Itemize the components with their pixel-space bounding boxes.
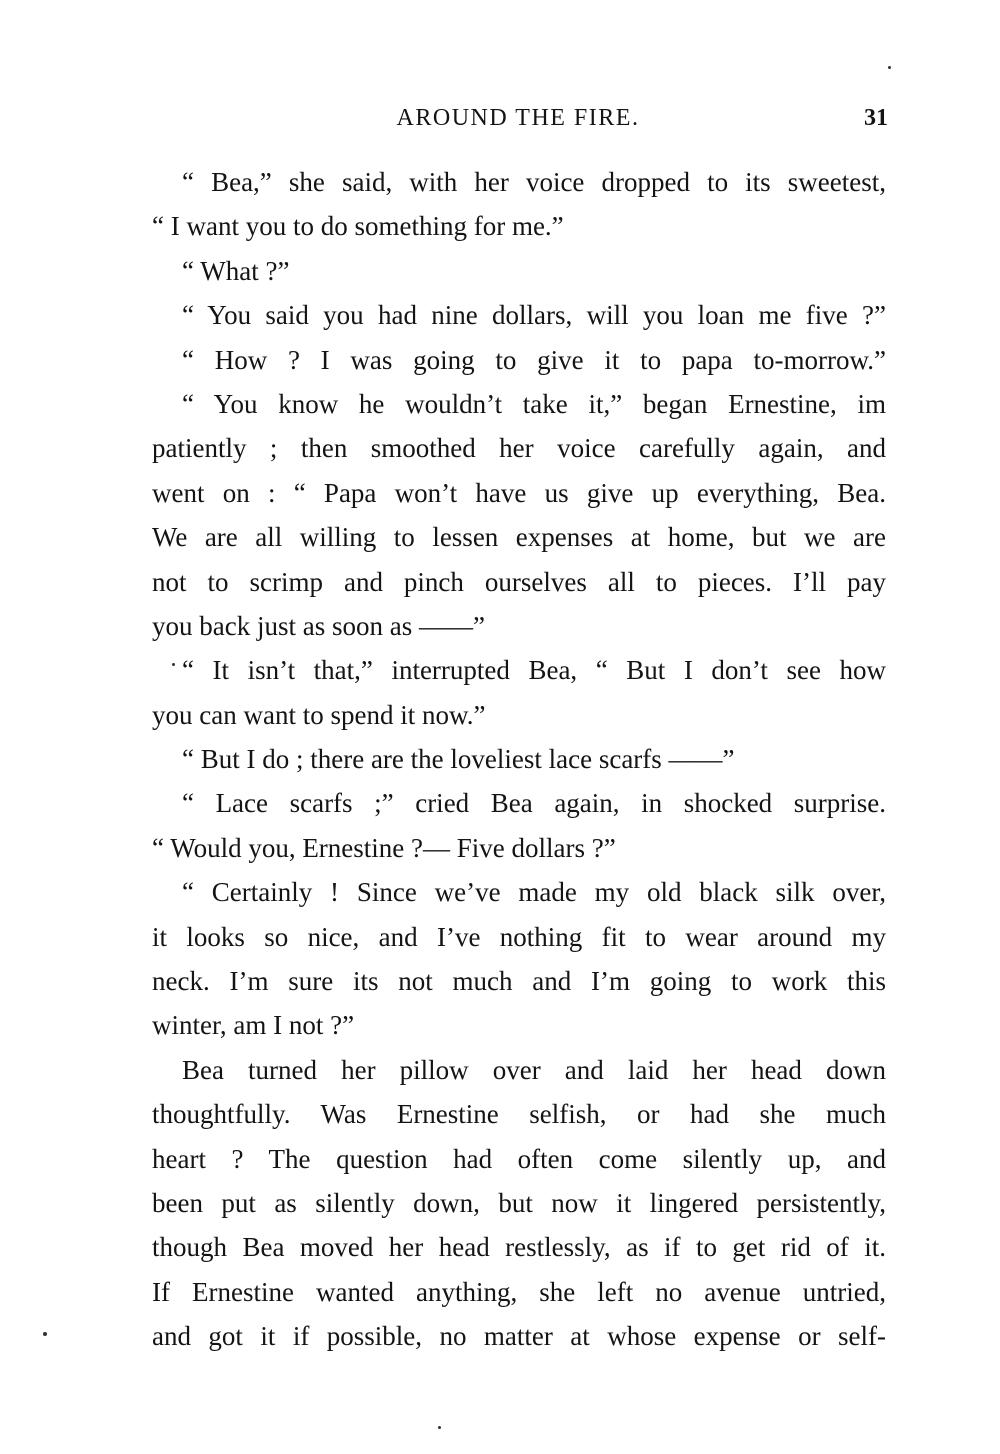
text-line: you back just as soon as ——” [152,610,485,641]
page-number: 31 [864,105,888,131]
scan-speck [888,66,891,69]
text-line: and got it if possible, no matter at whose expense or self- [152,1321,886,1352]
text-line: thoughtfully. Was Ernestine selfish, or had she much [152,1099,886,1130]
text-line: winter, am I not ?” [152,1010,355,1041]
text-line: “ You know he wouldn’t take it,” began Ernestine, im [182,388,886,419]
text-line: you can want to spend it now.” [152,699,486,730]
running-head [150,100,886,136]
text-line: “ Would you, Ernestine ?— Five dollars ?” [152,832,616,863]
scan-speck [438,1426,441,1429]
text-line: “ Bea,” she said, with her voice dropped to its sweetest, [182,167,886,197]
text-line: though Bea moved her head restlessly, as if to get rid of it. [152,1232,886,1263]
text-line: “ You said you had nine dollars, will you loan me five ?” [182,300,886,331]
scan-speck [43,1332,47,1336]
scan-speck [172,663,175,666]
text-line: patiently ; then smoothed her voice carefully again, and [152,433,886,464]
text-line: “ It isn’t that,” interrupted Bea, “ But I don’t see how [182,655,886,686]
text-line: went on : “ Papa won’t have us give up everything, Bea. [152,477,886,508]
text-line: “ What ?” [182,255,290,286]
text-line: “ But I do ; there are the loveliest lace scarfs ——” [182,744,735,775]
text-line: Bea turned her pillow over and laid her head down [182,1054,886,1085]
text-line: “ Lace scarfs ;” cried Bea again, in shocked surprise. [182,788,886,819]
text-line: We are all willing to lessen expenses at home, but we are [152,522,886,553]
running-title: AROUND THE FIRE. [396,105,640,131]
body-text [152,160,886,1359]
text-line: If Ernestine wanted anything, she left no avenue untried, [152,1276,886,1307]
text-line: neck. I’m sure its not much and I’m going to work this [152,966,886,997]
text-line: “ How ? I was going to give it to papa to-morrow.” [182,344,886,375]
text-line: been put as silently down, but now it lingered persistently, [152,1187,886,1218]
text-line: heart ? The question had often come silently up, and [152,1143,886,1174]
text-line: it looks so nice, and I’ve nothing fit to wear around my [152,921,886,952]
text-line: “ I want you to do something for me.” [152,211,564,242]
text-line: “ Certainly ! Since we’ve made my old black silk over, [182,877,886,908]
text-line: not to scrimp and pinch ourselves all to pieces. I’ll pay [152,566,886,597]
